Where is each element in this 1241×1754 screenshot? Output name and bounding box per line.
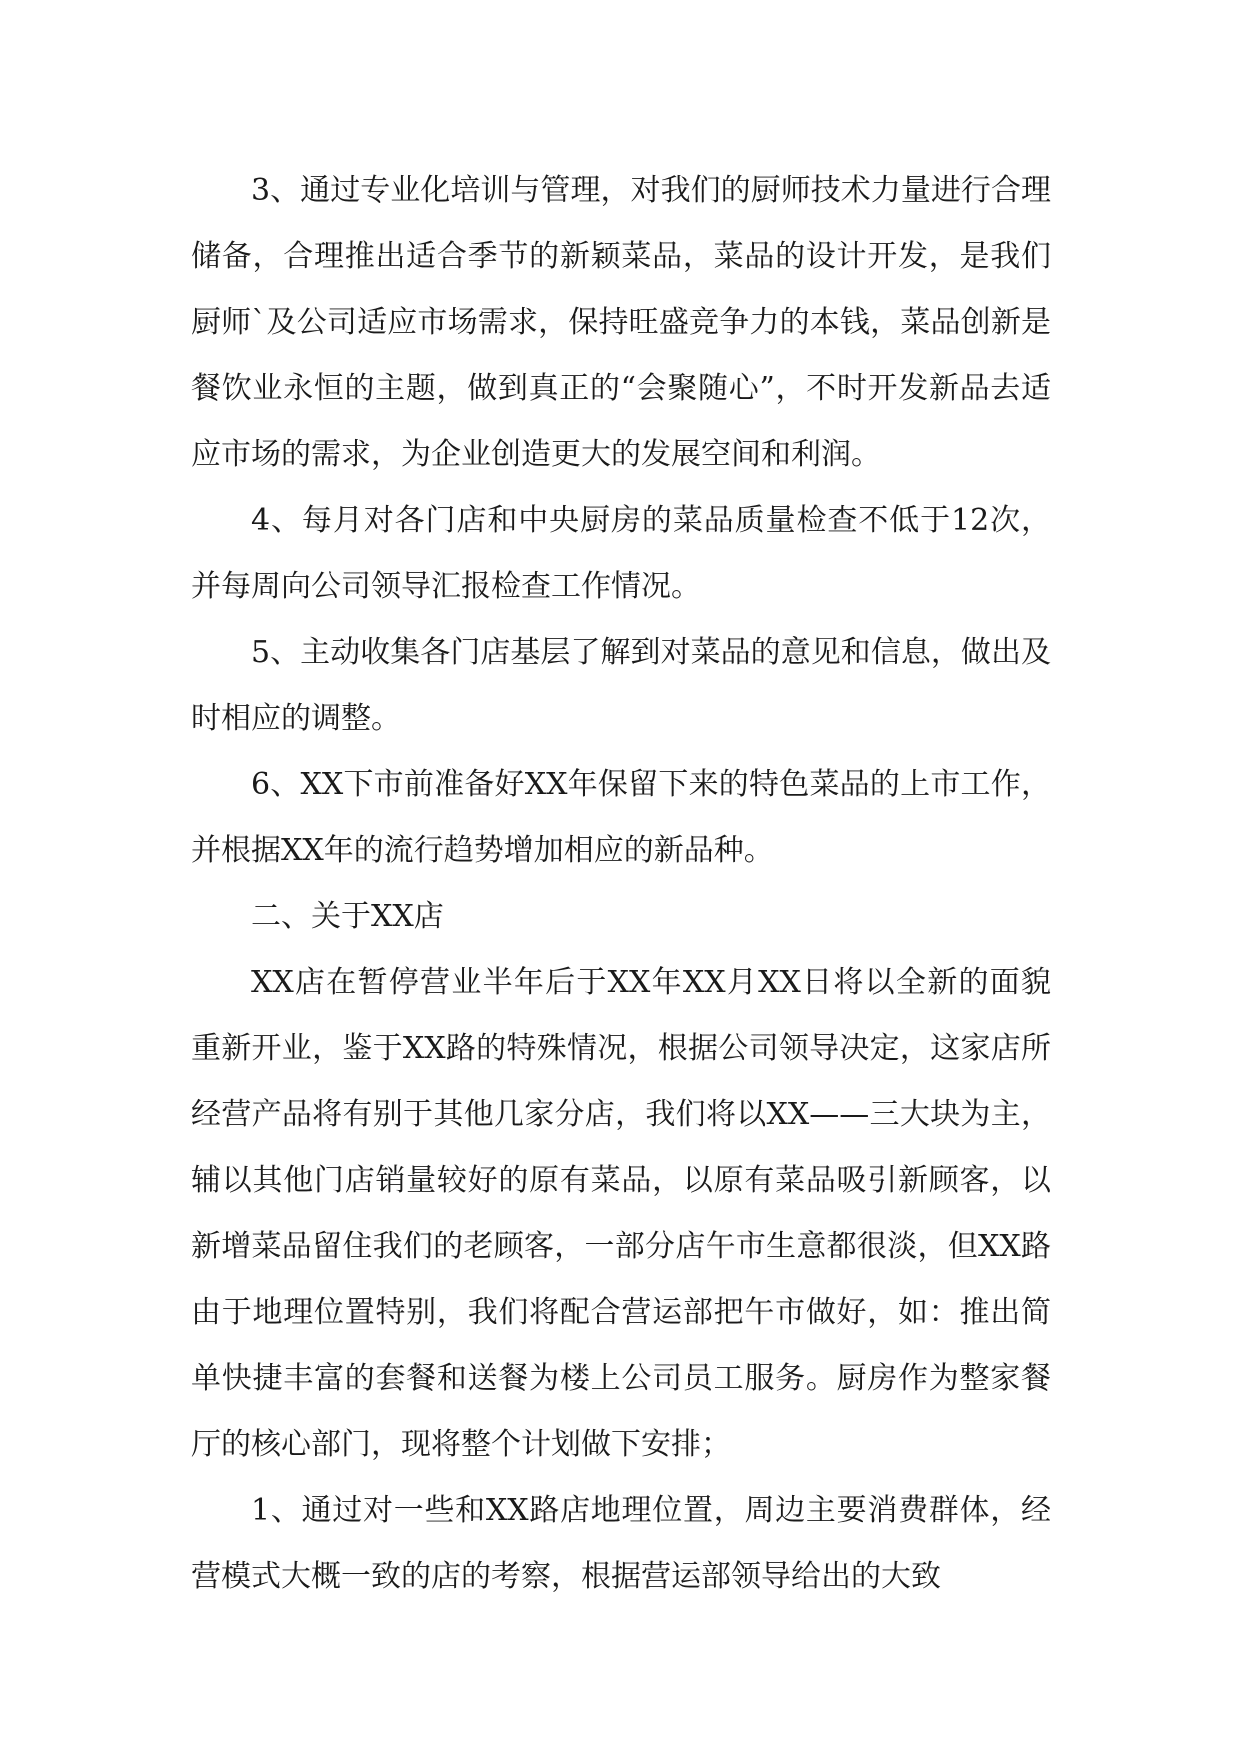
paragraph-item-5: 5、主动收集各门店基层了解到对菜品的意见和信息，做出及时相应的调整。: [191, 635, 1051, 736]
paragraph-item-3: 3、通过专业化培训与管理，对我们的厨师技术力量进行合理储备，合理推出适合季节的新颖菜品，菜品的设计开发，是我们厨师`及公司适应市场需求，保持旺盛竞争力的本钱，菜品创新是餐饮业永恒的主题，做到真正的“会聚随心”，不时开发新品去适应市场的需求，为企业创造更大的发展空间和利润。: [191, 173, 1051, 472]
section-heading: 二、关于XX店: [251, 899, 444, 934]
section-intro-paragraph: XX店在暂停营业半年后于XX年XX月XX日将以全新的面貌重新开业，鉴于XX路的特殊情况，根据公司领导决定，这家店所经营产品将有别于其他几家分店，我们将以XX——三大块为主，辅以其他门店销量较好的原有菜品，以原有菜品吸引新顾客，以新增菜品留住我们的老顾客，一部分店午市生意都很淡，但XX路由于地理位置特别，我们将配合营运部把午市做好，如：推出简单快捷丰富的套餐和送餐为楼上公司员工服务。厨房作为整家餐厅的核心部门，现将整个计划做下安排；: [191, 965, 1051, 1462]
paragraph-item-1: 1、通过对一些和XX路店地理位置，周边主要消费群体，经营模式大概一致的店的考察，根据营运部领导给出的大致: [191, 1493, 1051, 1594]
document-body: [191, 158, 1051, 1610]
paragraph-item-4: 4、每月对各门店和中央厨房的菜品质量检查不低于12次，并每周向公司领导汇报检查工作情况。: [191, 503, 1051, 604]
paragraph-item-6: 6、XX下市前准备好XX年保留下来的特色菜品的上市工作，并根据XX年的流行趋势增加相应的新品种。: [191, 767, 1051, 868]
